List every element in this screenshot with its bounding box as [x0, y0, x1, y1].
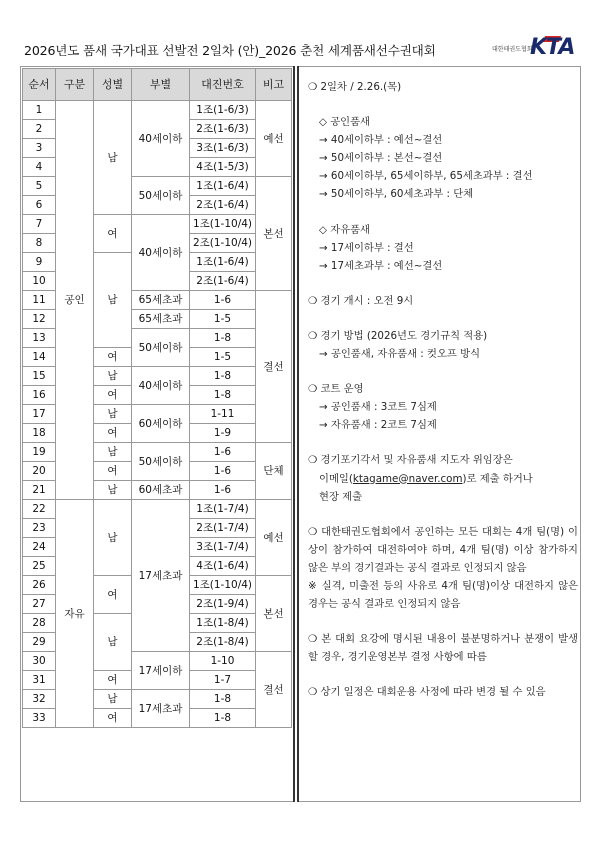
remark-cell: 예선: [256, 101, 292, 177]
gender-cell: 남: [94, 367, 132, 386]
division-cell: 50세이하: [132, 177, 190, 215]
bracket-cell: 1조(1-8/4): [190, 614, 256, 633]
bracket-cell: 1조(1-10/4): [190, 576, 256, 595]
order-cell: 24: [23, 538, 56, 557]
table-row: [23, 101, 292, 120]
bracket-cell: 1-7: [190, 671, 256, 690]
order-cell: 26: [23, 576, 56, 595]
order-cell: 1: [23, 101, 56, 120]
bracket-cell: 1-8: [190, 709, 256, 728]
bracket-cell: 2조(1-9/4): [190, 595, 256, 614]
note-method: ❍ 경기 방법 (2026년도 경기규칙 적용): [308, 329, 488, 342]
note-forfeit-3: 현장 제출: [319, 490, 363, 503]
note-gongin-2: → 50세이하부 : 본선~결선: [319, 152, 443, 165]
bracket-cell: 1-6: [190, 481, 256, 500]
note-kta-note: ※ 실격, 미출전 등의 사유로 4개 팀(명)이상 대전하지 않은 경우는 공식 결과로 인정되지 않음: [308, 579, 578, 611]
header-order: 순서: [23, 69, 56, 101]
note-unclear: ❍ 본 대회 요강에 명시된 내용이 불분명하거나 분쟁이 발생할 경우, 경기운영본부 결정 사항에 따름: [308, 633, 578, 664]
order-cell: 30: [23, 652, 56, 671]
order-cell: 19: [23, 443, 56, 462]
division-cell: 65세초과: [132, 291, 190, 310]
bracket-cell: 4조(1-6/4): [190, 557, 256, 576]
order-cell: 6: [23, 196, 56, 215]
gender-cell: 여: [94, 386, 132, 405]
order-cell: 14: [23, 348, 56, 367]
order-cell: 23: [23, 519, 56, 538]
division-cell: 17세초과: [132, 690, 190, 728]
gender-cell: 남: [94, 253, 132, 348]
bracket-cell: 3조(1-7/4): [190, 538, 256, 557]
division-cell: 40세이하: [132, 367, 190, 405]
division-cell: 40세이하: [132, 215, 190, 291]
bracket-cell: 3조(1-6/3): [190, 139, 256, 158]
gender-cell: 여: [94, 671, 132, 690]
header-gender: 성별: [94, 69, 132, 101]
order-cell: 33: [23, 709, 56, 728]
note-method-1: → 공인품새, 자유품새 : 컷오프 방식: [319, 348, 481, 361]
order-cell: 20: [23, 462, 56, 481]
order-cell: 10: [23, 272, 56, 291]
order-cell: 13: [23, 329, 56, 348]
gender-cell: 남: [94, 405, 132, 424]
bracket-cell: 1-9: [190, 424, 256, 443]
notes-panel: [308, 78, 578, 701]
bracket-cell: 1조(1-6/3): [190, 101, 256, 120]
order-cell: 16: [23, 386, 56, 405]
document-title: 2026년도 품새 국가대표 선발전 2일차 (안)_2026 춘천 세계품새선수권대회: [24, 43, 436, 58]
bracket-cell: 1조(1-10/4): [190, 215, 256, 234]
gender-cell: 남: [94, 690, 132, 709]
order-cell: 18: [23, 424, 56, 443]
header-remark: 비고: [256, 69, 292, 101]
note-forfeit-2: [308, 470, 578, 488]
email-link[interactable]: ktagame@naver.com: [352, 472, 463, 485]
gender-cell: 여: [94, 462, 132, 481]
division-cell: 60세초과: [132, 481, 190, 500]
order-cell: 17: [23, 405, 56, 424]
bracket-cell: 1조(1-7/4): [190, 500, 256, 519]
order-cell: 32: [23, 690, 56, 709]
order-cell: 21: [23, 481, 56, 500]
order-cell: 4: [23, 158, 56, 177]
order-cell: 3: [23, 139, 56, 158]
order-cell: 28: [23, 614, 56, 633]
remark-cell: 단체: [256, 443, 292, 500]
bracket-cell: 2조(1-6/4): [190, 272, 256, 291]
gender-cell: 여: [94, 348, 132, 367]
gender-cell: 남: [94, 481, 132, 500]
note-forfeit-2a: 이메일(: [319, 472, 353, 485]
bracket-cell: 2조(1-6/3): [190, 120, 256, 139]
logo-org-name: 대한태권도협회: [492, 46, 533, 53]
order-cell: 7: [23, 215, 56, 234]
header-category: 구분: [56, 69, 94, 101]
bracket-cell: 1-6: [190, 462, 256, 481]
bracket-cell: 1-8: [190, 367, 256, 386]
order-cell: 8: [23, 234, 56, 253]
note-kta-rule: ❍ 대한태권도협회에서 공인하는 모든 대회는 4개 팀(명) 이상이 참가하여 대전하여야 하며, 4개 팀(명) 이상 참가하지 않은 부의 경기결과는 공식 결과로 인정되지 않음: [308, 525, 578, 574]
bracket-cell: 2조(1-7/4): [190, 519, 256, 538]
division-cell: 17세이하: [132, 652, 190, 690]
bracket-cell: 1-8: [190, 386, 256, 405]
note-court-2: → 자유품새 : 2코트 7심제: [319, 419, 437, 432]
division-cell: 65세초과: [132, 310, 190, 329]
category-cell: 자유: [56, 500, 94, 728]
remark-cell: 본선: [256, 576, 292, 652]
gender-cell: 여: [94, 576, 132, 614]
order-cell: 29: [23, 633, 56, 652]
remark-cell: 결선: [256, 291, 292, 443]
note-gongin-1: → 40세이하부 : 예선~결선: [319, 134, 443, 147]
division-cell: 50세이하: [132, 443, 190, 481]
order-cell: 15: [23, 367, 56, 386]
gender-cell: 여: [94, 709, 132, 728]
gender-cell: 남: [94, 443, 132, 462]
remark-cell: 예선: [256, 500, 292, 576]
remark-cell: 본선: [256, 177, 292, 291]
bracket-cell: 2조(1-6/4): [190, 196, 256, 215]
order-cell: 12: [23, 310, 56, 329]
note-court: ❍ 코트 운영: [308, 383, 364, 396]
order-cell: 22: [23, 500, 56, 519]
bracket-cell: 1조(1-6/4): [190, 253, 256, 272]
bracket-cell: 1-6: [190, 291, 256, 310]
table-header-row: [23, 69, 292, 101]
remark-cell: 결선: [256, 652, 292, 728]
bracket-cell: 1-6: [190, 443, 256, 462]
bracket-cell: 1-5: [190, 310, 256, 329]
order-cell: 31: [23, 671, 56, 690]
bracket-cell: 1-5: [190, 348, 256, 367]
header-division: 부별: [132, 69, 190, 101]
table-row: [23, 500, 292, 519]
note-forfeit-2b: )로 제출 하거나: [462, 472, 533, 485]
note-jayu-2: → 17세초과부 : 예선~결선: [319, 259, 443, 272]
gender-cell: 남: [94, 614, 132, 671]
division-cell: 60세이하: [132, 405, 190, 443]
order-cell: 25: [23, 557, 56, 576]
order-cell: 9: [23, 253, 56, 272]
order-cell: 27: [23, 595, 56, 614]
note-jayu-head: ◇ 자유품새: [319, 223, 370, 236]
note-gongin-head: ◇ 공인품새: [319, 116, 370, 129]
bracket-cell: 1-11: [190, 405, 256, 424]
division-cell: 40세이하: [132, 101, 190, 177]
note-start: ❍ 경기 개시 : 오전 9시: [308, 294, 414, 307]
order-cell: 5: [23, 177, 56, 196]
division-cell: 50세이하: [132, 329, 190, 367]
division-cell: 17세초과: [132, 500, 190, 652]
bracket-cell: 1-8: [190, 329, 256, 348]
header-bracket: 대진번호: [190, 69, 256, 101]
bracket-cell: 1-8: [190, 690, 256, 709]
order-cell: 2: [23, 120, 56, 139]
category-cell: 공인: [56, 101, 94, 500]
gender-cell: 여: [94, 215, 132, 253]
schedule-table: [22, 68, 292, 728]
logo-text: KTA: [530, 35, 575, 60]
gender-cell: 여: [94, 424, 132, 443]
kta-logo: [492, 36, 582, 62]
note-gongin-4: → 50세이하부, 60세초과부 : 단체: [319, 188, 474, 201]
page-header: [0, 34, 600, 64]
note-change: ❍ 상기 일정은 대회운용 사정에 따라 변경 될 수 있음: [308, 686, 546, 699]
bracket-cell: 2조(1-8/4): [190, 633, 256, 652]
bracket-cell: 1조(1-6/4): [190, 177, 256, 196]
note-jayu-1: → 17세이하부 : 결선: [319, 241, 414, 254]
column-divider: [293, 66, 299, 802]
note-day: ❍ 2일차 / 2.26.(목): [308, 81, 402, 93]
gender-cell: 남: [94, 101, 132, 215]
order-cell: 11: [23, 291, 56, 310]
bracket-cell: 1-10: [190, 652, 256, 671]
gender-cell: 남: [94, 500, 132, 576]
bracket-cell: 2조(1-10/4): [190, 234, 256, 253]
note-forfeit-1: ❍ 경기포기각서 및 자유품새 지도자 위임장은: [308, 454, 513, 467]
note-court-1: → 공인품새 : 3코트 7심제: [319, 401, 437, 414]
note-gongin-3: → 60세이하부, 65세이하부, 65세초과부 : 결선: [319, 170, 533, 183]
bracket-cell: 4조(1-5/3): [190, 158, 256, 177]
